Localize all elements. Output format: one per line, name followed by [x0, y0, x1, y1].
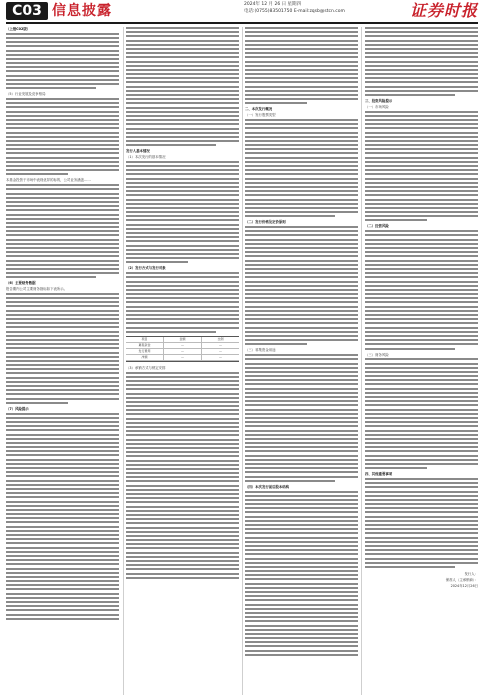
column-3-para: （一）发行股票类型 — [245, 113, 276, 118]
text-block — [6, 98, 119, 175]
newspaper-logo: 证券时报 — [409, 1, 478, 20]
column-4-para: （三）财务风险 — [365, 352, 389, 357]
signature-line: 保荐人（主承销商）： — [445, 577, 478, 582]
table-cell: 项目 — [126, 337, 164, 342]
text-block — [6, 184, 119, 278]
table-cell: 发行费用 — [126, 349, 164, 354]
table-cell: 金额 — [164, 337, 202, 342]
column-4-para: 四、其他重要事项 — [365, 472, 393, 477]
article-columns — [6, 27, 478, 695]
page-number-badge: C03 — [6, 2, 48, 20]
date-line: 2024年 12 月 26 日 星期四 — [244, 2, 302, 7]
text-block — [365, 27, 478, 96]
table-cell: — — [219, 342, 222, 347]
text-block — [6, 413, 119, 620]
table-cell: 净额 — [126, 355, 164, 360]
data-table — [126, 336, 239, 362]
table-cell: — — [164, 343, 202, 348]
column-divider — [361, 27, 362, 695]
column-3-para: （三）募集资金用途 — [245, 348, 276, 353]
text-block — [245, 226, 358, 345]
section-title: 信息披露 — [52, 3, 112, 19]
text-block — [245, 354, 358, 482]
column-3-para: 二、本次发行概况 — [245, 107, 273, 112]
table-cell: — — [219, 354, 222, 359]
table-cell: 募集资金 — [126, 343, 164, 348]
column-divider — [242, 27, 243, 695]
table-cell: — — [164, 355, 202, 360]
column-1-para: （6）主要财务数据 — [6, 281, 36, 286]
column-1-para: 本基金投资于市场中表现优异的标的，公司业务涵盖…… — [6, 178, 91, 183]
text-block — [126, 161, 239, 264]
column-1 — [6, 27, 119, 695]
column-3 — [245, 27, 358, 695]
signature-date: 2024年12月26日 — [450, 583, 478, 588]
column-4-para: 三、投资风险提示 — [365, 99, 393, 103]
column-2-para: （1）本次发行的基本情况 — [126, 155, 166, 160]
column-4-para: （一）市场风险 — [365, 104, 389, 109]
column-2-para: 发行人基本情况 — [126, 149, 150, 154]
column-4 — [365, 27, 478, 695]
column-1-para: 报告期内公司主要财务指标如下表所示。 — [6, 287, 68, 292]
text-block — [365, 111, 478, 222]
column-3-para: （二）发行价格及定价原则 — [245, 220, 286, 225]
signature-line: 发行人： — [464, 571, 478, 576]
table-row — [126, 355, 239, 361]
text-block — [126, 372, 239, 579]
text-block — [365, 230, 478, 349]
signature-block — [365, 572, 478, 588]
text-block — [245, 27, 358, 104]
text-block — [6, 293, 119, 404]
contact-line: 电话:(0755)83501750 E-mail:zqsb@stcn.com — [244, 9, 345, 14]
text-block — [126, 27, 239, 146]
page-header — [0, 0, 484, 22]
table-cell: 比例 — [217, 336, 224, 341]
text-block — [245, 491, 358, 656]
text-block — [126, 272, 239, 333]
text-block — [365, 478, 478, 568]
column-2-para: （3）承销方式与锁定安排 — [126, 365, 166, 370]
table-cell: — — [219, 348, 222, 353]
column-4-para: （二）经营风险 — [365, 224, 389, 229]
column-divider — [123, 27, 124, 695]
column-1-para: （上接C02版） — [6, 27, 31, 31]
text-block — [365, 358, 478, 469]
column-1-para: （7）风险提示 — [6, 406, 29, 411]
header-divider — [6, 22, 478, 24]
column-3-para: （四）本次发行前后股本结构 — [245, 484, 290, 489]
column-2-para: （2）发行方式与发行对象 — [126, 266, 166, 271]
column-2 — [126, 27, 239, 695]
text-block — [6, 33, 119, 89]
text-block — [245, 119, 358, 217]
table-cell: — — [164, 349, 202, 354]
column-1-para: （5）行业发展及竞争格局 — [6, 92, 46, 97]
